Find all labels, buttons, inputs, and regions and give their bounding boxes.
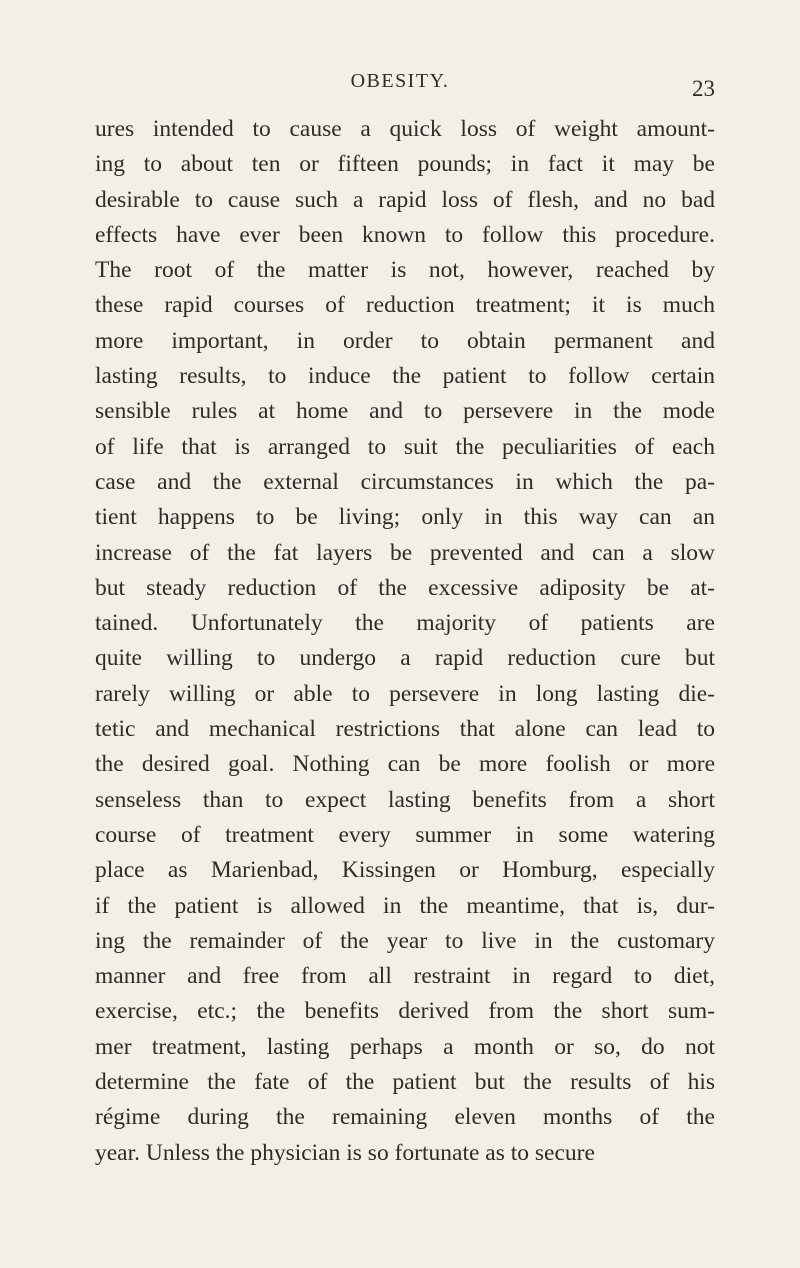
- text-line: but steady reduction of the excessive adiposity be at-: [95, 574, 715, 601]
- text-line: of life that is arranged to suit the peculiarities of each: [95, 433, 715, 460]
- text-line: tetic and mechanical restrictions that alone can lead to: [95, 716, 715, 743]
- running-head-title: OBESITY.: [350, 70, 450, 92]
- text-line: régime during the remaining eleven months of the: [95, 1104, 715, 1131]
- text-line: effects have ever been known to follow this procedure.: [95, 221, 715, 248]
- running-head: [0, 70, 800, 106]
- text-line: year. Unless the physician is so fortunate as to secure: [95, 1139, 595, 1166]
- text-line: determine the fate of the patient but the results of his: [95, 1069, 715, 1096]
- text-line: senseless than to expect lasting benefits from a short: [95, 786, 715, 813]
- text-line: tient happens to be living; only in this way can an: [95, 504, 715, 531]
- text-line: the desired goal. Nothing can be more foolish or more: [95, 751, 715, 778]
- text-line: more important, in order to obtain permanent and: [95, 327, 715, 354]
- text-line: mer treatment, lasting perhaps a month or so, do not: [95, 1033, 715, 1060]
- text-line: case and the external circumstances in which the pa-: [95, 468, 715, 495]
- body-paragraph: [95, 112, 715, 1171]
- text-line: these rapid courses of reduction treatment; it is much: [95, 292, 715, 319]
- text-line: rarely willing or able to persevere in long lasting die-: [95, 680, 715, 707]
- text-line: ures intended to cause a quick loss of weight amount-: [95, 116, 715, 142]
- text-line: manner and free from all restraint in regard to diet,: [95, 963, 715, 990]
- text-line: if the patient is allowed in the meantime, that is, dur-: [95, 892, 715, 919]
- text-line: The root of the matter is not, however, reached by: [95, 257, 715, 284]
- text-line: ing the remainder of the year to live in the customary: [95, 927, 715, 954]
- text-line: exercise, etc.; the benefits derived from the short sum-: [95, 998, 715, 1025]
- text-line: ing to about ten or fifteen pounds; in fact it may be: [95, 151, 715, 178]
- text-line: increase of the fat layers be prevented and can a slow: [95, 539, 715, 566]
- text-line: tained. Unfortunately the majority of patients are: [95, 610, 715, 637]
- text-line: course of treatment every summer in some watering: [95, 821, 715, 848]
- text-line: desirable to cause such a rapid loss of flesh, and no bad: [95, 186, 715, 213]
- text-line: sensible rules at home and to persevere in the mode: [95, 398, 715, 425]
- text-line: place as Marienbad, Kissingen or Homburg, especially: [95, 857, 715, 884]
- text-line: quite willing to undergo a rapid reduction cure but: [95, 645, 715, 672]
- page-number: 23: [692, 76, 715, 101]
- text-line: lasting results, to induce the patient to follow certain: [95, 363, 715, 390]
